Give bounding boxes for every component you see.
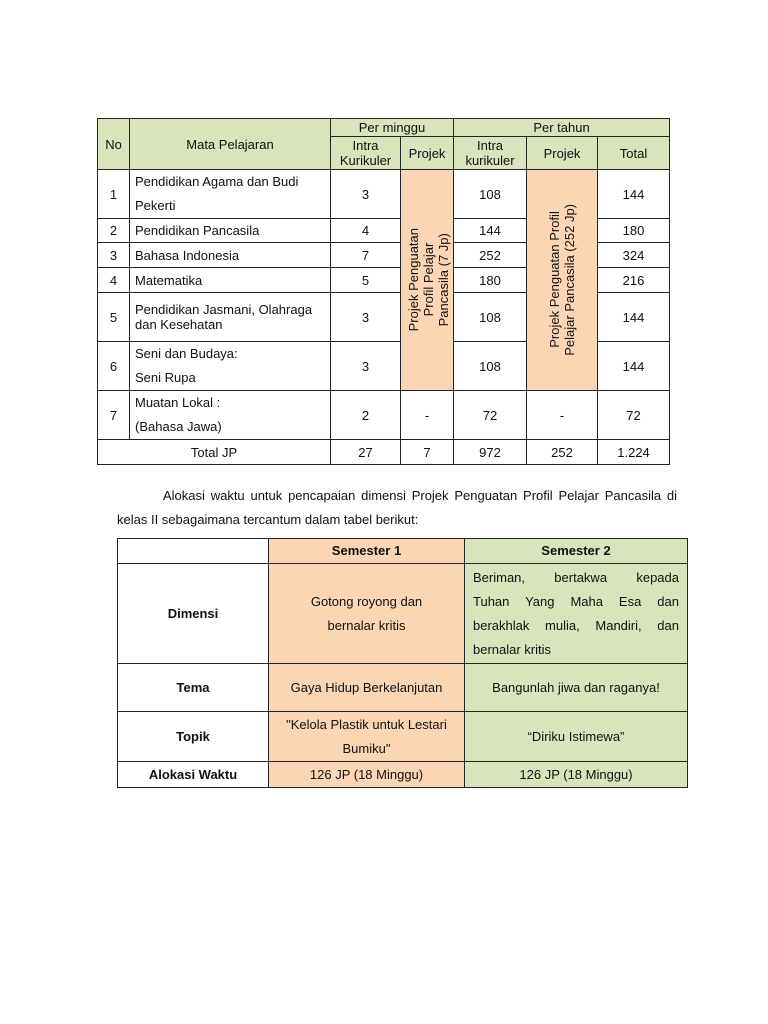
row-project-year: - [527, 391, 598, 440]
row-subject: Matematika [130, 268, 331, 293]
row-week: 3 [331, 293, 401, 342]
header-per-year: Per tahun [454, 119, 670, 137]
alokasi-sem2: 126 JP (18 Minggu) [465, 762, 688, 788]
total-project-year: 252 [527, 440, 598, 465]
topik-sem2: “Diriku Istimewa” [465, 712, 688, 762]
row-label-dimensi: Dimensi [118, 564, 269, 664]
total-year: 972 [454, 440, 527, 465]
table-row [118, 564, 688, 664]
alokasi-sem1: 126 JP (18 Minggu) [269, 762, 465, 788]
total-week: 27 [331, 440, 401, 465]
row-week: 3 [331, 170, 401, 219]
row-year: 252 [454, 243, 527, 268]
row-year: 108 [454, 170, 527, 219]
row-project-week: - [401, 391, 454, 440]
dimensi-sem2: Beriman, bertakwa kepada Tuhan Yang Maha Esa dan berakhlak mulia, Mandiri, dan bernalar kritis [465, 564, 688, 664]
row-week: 3 [331, 342, 401, 391]
semester-table [117, 538, 688, 788]
row-label-tema: Tema [118, 664, 269, 712]
row-year: 180 [454, 268, 527, 293]
header-empty [118, 539, 269, 564]
total-project-week: 7 [401, 440, 454, 465]
total-label: Total JP [98, 440, 331, 465]
table-row [118, 762, 688, 788]
row-total: 216 [598, 268, 670, 293]
row-no: 3 [98, 243, 130, 268]
table-row [118, 664, 688, 712]
row-no: 1 [98, 170, 130, 219]
header-intra-year: Intra kurikuler [454, 137, 527, 170]
row-total: 144 [598, 293, 670, 342]
row-no: 7 [98, 391, 130, 440]
curriculum-table [97, 118, 670, 465]
header-intra-week: Intra Kurikuler [331, 137, 401, 170]
header-project-year: Projek [527, 137, 598, 170]
row-year: 108 [454, 293, 527, 342]
row-subject: Pendidikan Jasmani, Olahraga dan Kesehatan [130, 293, 331, 342]
header-project-week: Projek [401, 137, 454, 170]
project-week-merged: Projek Penguatan Profil Pelajar Pancasila (7 Jp) [401, 170, 454, 391]
header-subject: Mata Pelajaran [130, 119, 331, 170]
topik-sem1: "Kelola Plastik untuk Lestari Bumiku" [269, 712, 465, 762]
row-week: 2 [331, 391, 401, 440]
tema-sem1: Gaya Hidup Berkelanjutan [269, 664, 465, 712]
row-total: 72 [598, 391, 670, 440]
table-row [98, 170, 670, 219]
row-label-topik: Topik [118, 712, 269, 762]
row-subject: Bahasa Indonesia [130, 243, 331, 268]
row-total: 324 [598, 243, 670, 268]
header-per-week: Per minggu [331, 119, 454, 137]
row-subject: Pendidikan Pancasila [130, 219, 331, 243]
row-total: 144 [598, 170, 670, 219]
header-total: Total [598, 137, 670, 170]
table-row [98, 391, 670, 440]
row-no: 5 [98, 293, 130, 342]
row-year: 144 [454, 219, 527, 243]
row-label-alokasi: Alokasi Waktu [118, 762, 269, 788]
header-no: No [98, 119, 130, 170]
row-total: 180 [598, 219, 670, 243]
total-row [98, 440, 670, 465]
total-total: 1.224 [598, 440, 670, 465]
tema-sem2: Bangunlah jiwa dan raganya! [465, 664, 688, 712]
row-no: 4 [98, 268, 130, 293]
row-total: 144 [598, 342, 670, 391]
project-year-merged: Projek Penguatan Profil Pelajar Pancasila (252 Jp) [527, 170, 598, 391]
row-no: 2 [98, 219, 130, 243]
row-no: 6 [98, 342, 130, 391]
dimensi-sem1: Gotong royong dan bernalar kritis [269, 564, 465, 664]
row-subject: Seni dan Budaya: Seni Rupa [130, 342, 331, 391]
row-year: 72 [454, 391, 527, 440]
row-week: 7 [331, 243, 401, 268]
row-subject: Muatan Lokal : (Bahasa Jawa) [130, 391, 331, 440]
row-week: 4 [331, 219, 401, 243]
row-subject: Pendidikan Agama dan Budi Pekerti [130, 170, 331, 219]
table-row [118, 712, 688, 762]
row-week: 5 [331, 268, 401, 293]
row-year: 108 [454, 342, 527, 391]
body-paragraph: Alokasi waktu untuk pencapaian dimensi Projek Penguatan Profil Pelajar Pancasila di kelas II sebagaimana tercantum dalam tabel berikut: [117, 488, 677, 527]
header-semester-1: Semester 1 [269, 539, 465, 564]
header-semester-2: Semester 2 [465, 539, 688, 564]
